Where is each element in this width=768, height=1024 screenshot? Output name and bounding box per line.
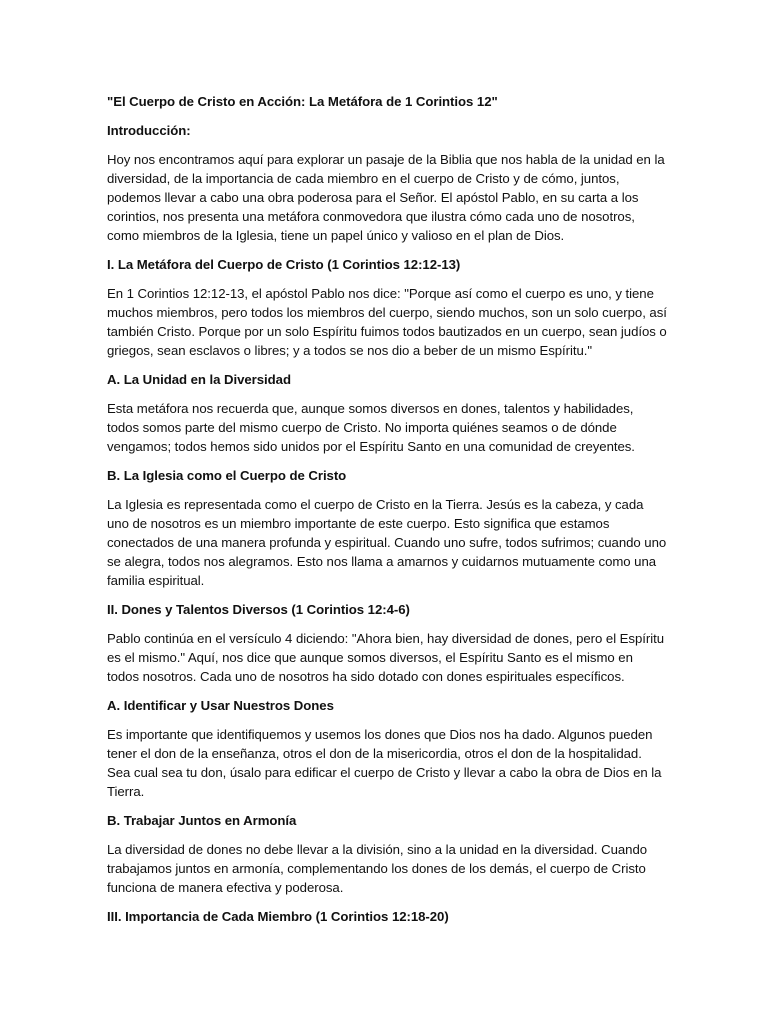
section-body-metafora: En 1 Corintios 12:12-13, el apóstol Pablo nos dice: "Porque así como el cuerpo es uno, y tiene muchos miembros, pero todos los miembros del cuerpo, siendo muchos, son un solo cuerpo, así también Cristo. Porque por un solo Espíritu fuimos todos bautizados en un cuerpo, sean judíos o griegos, sean esclavos o libres; y a todos se nos dio a beber de un mismo Espíritu." xyxy=(107,286,667,358)
section-heading-unidad: A. La Unidad en la Diversidad xyxy=(107,372,291,387)
section-heading-importancia: III. Importancia de Cada Miembro (1 Corintios 12:18-20) xyxy=(107,909,449,924)
section-body-armonia: La diversidad de dones no debe llevar a la división, sino a la unidad en la diversidad. Cuando trabajamos juntos en armonía, complementando los dones de los demás, el cuerpo de Cristo funciona de manera efectiva y poderosa. xyxy=(107,842,648,895)
section-body-dones: Pablo continúa en el versículo 4 diciendo: "Ahora bien, hay diversidad de dones, pero el Espíritu es el mismo." Aquí, nos dice que aunque somos diversos, el Espíritu Santo es el mismo en todos nosotros. Cada uno de nosotros ha sido dotado con dones espirituales específicos. xyxy=(107,631,664,684)
section-body-introduccion: Hoy nos encontramos aquí para explorar un pasaje de la Biblia que nos habla de la unidad en la diversidad, de la importancia de cada miembro en el cuerpo de Cristo y de cómo, juntos, podemos llevar a cabo una obra poderosa para el Señor. El apóstol Pablo, en su carta a los corintios, nos presenta una metáfora conmovedora que ilustra cómo cada uno de nosotros, como miembros de la Iglesia, tiene un papel único y valioso en el plan de Dios. xyxy=(107,152,665,243)
section-heading-armonia: B. Trabajar Juntos en Armonía xyxy=(107,813,297,828)
section-heading-identificar: A. Identificar y Usar Nuestros Dones xyxy=(107,698,334,713)
section-heading-introduccion: Introducción: xyxy=(107,123,191,138)
section-body-identificar: Es importante que identifiquemos y usemos los dones que Dios nos ha dado. Algunos pueden tener el don de la enseñanza, otros el don de la misericordia, otros el don de la hospitalidad. Sea cual sea tu don, úsalo para edificar el cuerpo de Cristo y llevar a cabo la obra de Dios en la Tierra. xyxy=(107,727,662,799)
section-body-unidad: Esta metáfora nos recuerda que, aunque somos diversos en dones, talentos y habilidades, todos somos parte del mismo cuerpo de Cristo. No importa quiénes seamos o de dónde vengamos; todos hemos sido unidos por el Espíritu Santo en una comunidad de creyentes. xyxy=(107,401,635,454)
section-heading-dones: II. Dones y Talentos Diversos (1 Corintios 12:4-6) xyxy=(107,602,410,617)
document-title: "El Cuerpo de Cristo en Acción: La Metáfora de 1 Corintios 12" xyxy=(107,94,498,109)
section-body-iglesia: La Iglesia es representada como el cuerpo de Cristo en la Tierra. Jesús es la cabeza, y cada uno de nosotros es un miembro importante de este cuerpo. Esto significa que estamos conectados de una manera profunda y espiritual. Cuando uno sufre, todos sufrimos; cuando uno se alegra, todos nos alegramos. Esto nos llama a amarnos y cuidarnos mutuamente como una familia espiritual. xyxy=(107,497,667,588)
section-heading-iglesia: B. La Iglesia como el Cuerpo de Cristo xyxy=(107,468,347,483)
section-heading-metafora: I. La Metáfora del Cuerpo de Cristo (1 Corintios 12:12-13) xyxy=(107,257,461,272)
